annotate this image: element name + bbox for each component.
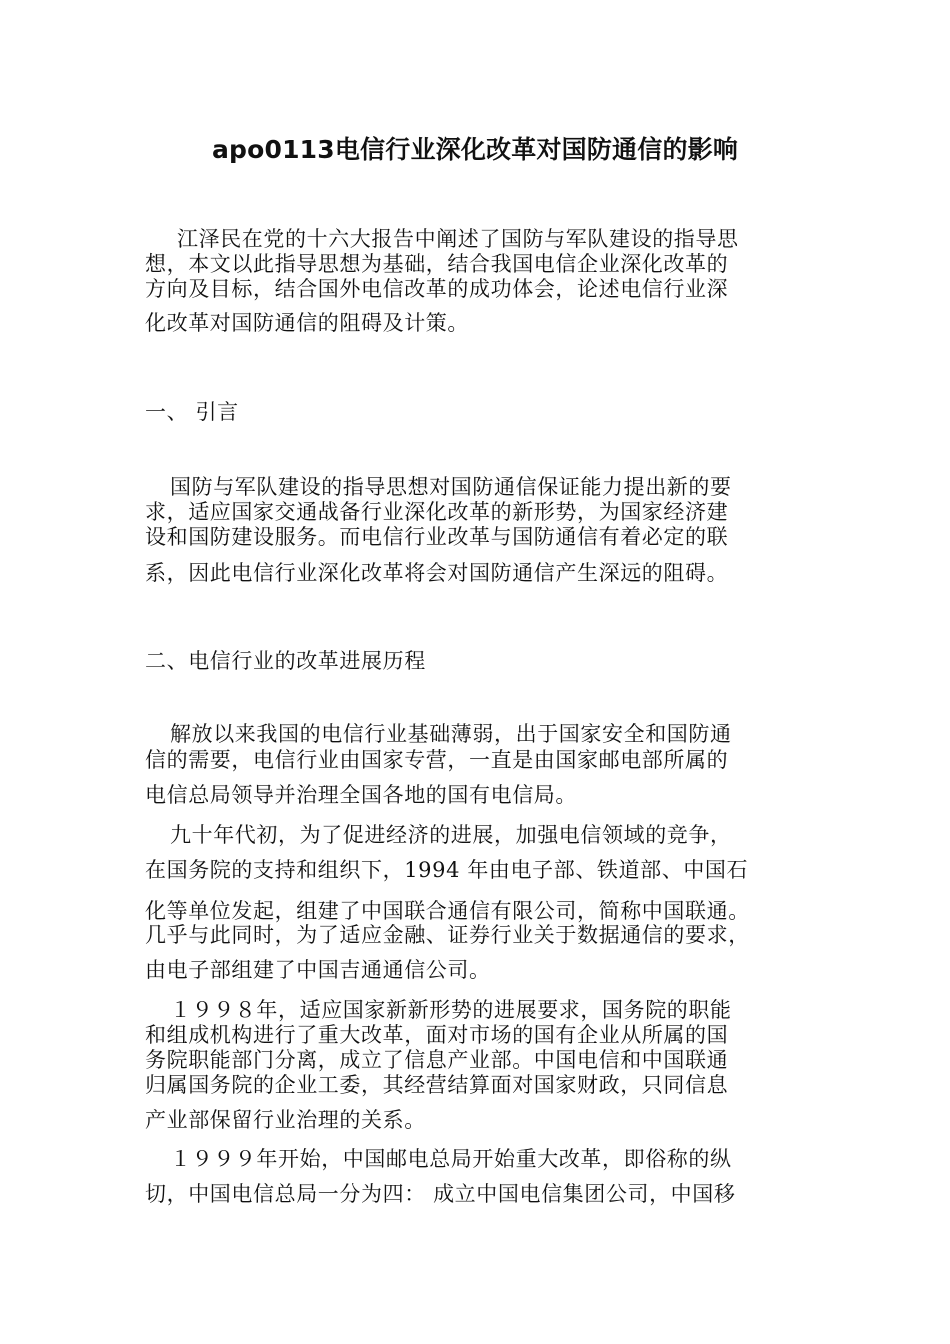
section-heading-introduction: 一、 引言 [145, 400, 239, 424]
paragraph-line: 产业部保留行业治理的关系。 [145, 1108, 426, 1132]
paragraph-line: 设和国防建设服务。而电信行业改革与国防通信有着必定的联 [145, 525, 729, 549]
paragraph-line: 和组成机构进行了重大改革，面对市场的国有企业从所属的国 [145, 1023, 729, 1047]
document-title: apo0113电信行业深化改革对国防通信的影响 [211, 135, 739, 164]
abstract-line: 化改革对国防通信的阻碍及计策。 [145, 311, 469, 335]
paragraph-line: 在国务院的支持和组织下，1994 年由电子部、铁道部、中国石 [145, 858, 749, 882]
paragraph-line: 系，因此电信行业深化改革将会对国防通信产生深远的阻碍。 [145, 561, 729, 585]
abstract-line: 江泽民在党的十六大报告中阐述了国防与军队建设的指导思 [177, 227, 739, 251]
paragraph-line: 务院职能部门分离，成立了信息产业部。中国电信和中国联通 [145, 1048, 729, 1072]
paragraph-line: 解放以来我国的电信行业基础薄弱，出于国家安全和国防通 [170, 722, 732, 746]
paragraph-line: 国防与军队建设的指导思想对国防通信保证能力提出新的要 [170, 475, 732, 499]
paragraph-line: 电信总局领导并治理全国各地的国有电信局。 [145, 783, 577, 807]
paragraph-line: 求，适应国家交通战备行业深化改革的新形势，为国家经济建 [145, 500, 729, 524]
paragraph-line: 归属国务院的企业工委，其经营结算面对国家财政，只同信息 [145, 1073, 729, 1097]
paragraph-line: 信的需要，电信行业由国家专营，一直是由国家邮电部所属的 [145, 748, 729, 772]
paragraph-line: 化等单位发起，组建了中国联合通信有限公司，简称中国联通。 [145, 899, 750, 923]
abstract-line: 方向及目标，结合国外电信改革的成功体会，论述电信行业深 [145, 277, 729, 301]
paragraph-line: 切，中国电信总局一分为四： 成立中国电信集团公司，中国移 [145, 1182, 736, 1206]
paragraph-line: １９９９年开始，中国邮电总局开始重大改革，即俗称的纵 [170, 1147, 732, 1171]
abstract-line: 想，本文以此指导思想为基础，结合我国电信企业深化改革的 [145, 252, 729, 276]
paragraph-line: 由电子部组建了中国吉通通信公司。 [145, 958, 491, 982]
paragraph-line: １９９８年，适应国家新新形势的进展要求，国务院的职能 [170, 998, 732, 1022]
section-heading-reform-history: 二、电信行业的改革进展历程 [145, 649, 426, 673]
paragraph-line: 九十年代初，为了促进经济的进展，加强电信领域的竞争， [170, 823, 732, 847]
paragraph-line: 几乎与此同时，为了适应金融、证券行业关于数据通信的要求， [145, 923, 750, 947]
